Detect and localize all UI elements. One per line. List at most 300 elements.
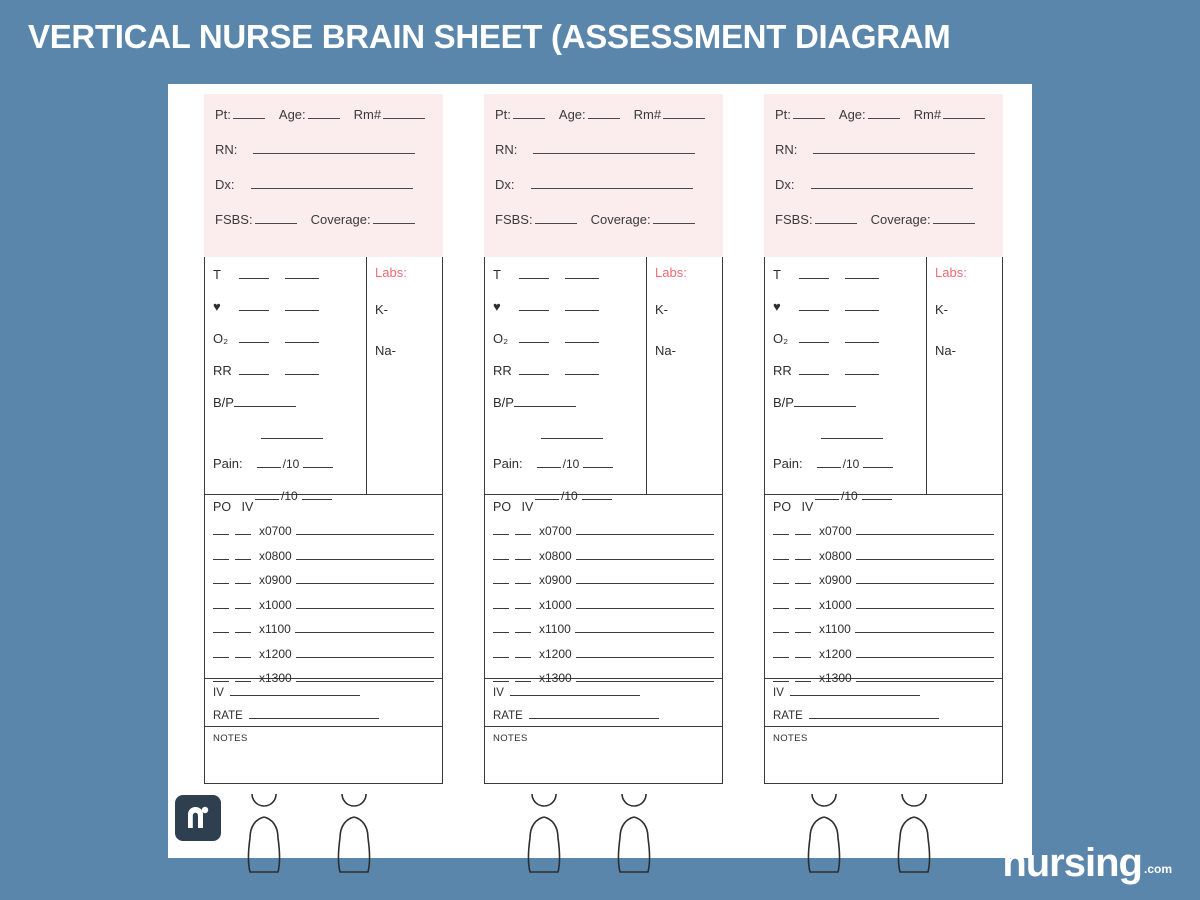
med-time-label: x0700 — [259, 524, 292, 538]
fsbs-input[interactable] — [535, 212, 577, 224]
fsbs-row — [495, 212, 712, 227]
lab-item-na[interactable]: Na- — [935, 343, 956, 358]
po-check[interactable] — [773, 671, 789, 682]
iv-check[interactable] — [235, 647, 251, 658]
iv-check[interactable] — [515, 622, 531, 633]
pt-input[interactable] — [513, 107, 545, 119]
rn-row — [495, 142, 712, 157]
iv-label: IV — [521, 500, 534, 514]
med-time-label: x1200 — [259, 646, 292, 661]
brand-logo — [1002, 841, 1172, 885]
pt-label: Pt: — [495, 107, 511, 122]
iv-block — [204, 679, 443, 727]
rn-input[interactable] — [813, 142, 975, 154]
vital-label-o2: O₂ — [493, 331, 509, 346]
po-check[interactable] — [773, 549, 789, 560]
pain-input-c[interactable] — [255, 488, 279, 500]
vital-input-b[interactable] — [285, 299, 319, 311]
po-check[interactable] — [493, 549, 509, 560]
lab-item-na[interactable]: Na- — [375, 343, 396, 358]
labs-panel — [926, 257, 1002, 494]
coverage-input[interactable] — [653, 212, 695, 224]
rate-input[interactable] — [249, 708, 379, 719]
pain-input-c[interactable] — [535, 488, 559, 500]
pain-input-a[interactable] — [817, 456, 841, 468]
labs-title: Labs: — [375, 265, 407, 280]
body-diagram-figures — [484, 794, 723, 874]
fsbs-input[interactable] — [255, 212, 297, 224]
pain-input-d[interactable] — [302, 488, 332, 500]
pain-row-1 — [213, 456, 358, 471]
lab-item-k[interactable]: K- — [655, 302, 668, 317]
iv-check[interactable] — [235, 549, 251, 560]
po-check[interactable] — [493, 598, 509, 609]
med-row — [773, 549, 994, 563]
po-check[interactable] — [493, 647, 509, 658]
vitals-fields — [765, 257, 926, 503]
vital-input-a[interactable] — [799, 363, 829, 375]
sheet-column — [484, 94, 723, 784]
notes-block[interactable] — [204, 727, 443, 784]
vital-input-a[interactable] — [239, 299, 269, 311]
vital-input-b[interactable] — [285, 363, 319, 375]
pain-input-b[interactable] — [583, 456, 613, 468]
pain-input-a[interactable] — [257, 456, 281, 468]
coverage-label: Coverage: — [590, 212, 651, 227]
iv-label: IV — [773, 687, 784, 699]
vital-row-temp — [493, 267, 638, 282]
brain-sheet-document — [168, 84, 1032, 858]
pain-label: Pain: — [773, 456, 803, 471]
rn-input[interactable] — [253, 142, 415, 154]
sheet-columns — [204, 94, 1004, 784]
vital-label-rr: RR — [773, 363, 792, 378]
med-name-input[interactable] — [296, 598, 434, 609]
body-diagram-figures — [204, 794, 443, 874]
fsbs-label: FSBS: — [775, 212, 813, 227]
vital-row-heart-rate — [773, 299, 918, 314]
page-title: VERTICAL NURSE BRAIN SHEET (ASSESSMENT DIAGRAM — [28, 18, 951, 55]
vital-input-a[interactable] — [239, 331, 269, 343]
pain-input-b[interactable] — [303, 456, 333, 468]
pain-scale-label: /10 — [281, 489, 298, 503]
vital-input-b[interactable] — [565, 363, 599, 375]
vital-input-b[interactable] — [285, 331, 319, 343]
med-name-input[interactable] — [856, 549, 994, 560]
pain-label: Pain: — [493, 456, 523, 471]
med-row — [773, 524, 994, 538]
vitals-block — [764, 257, 1003, 503]
med-time-label: x1300 — [259, 671, 292, 685]
med-name-input[interactable] — [296, 647, 434, 658]
iv-check[interactable] — [795, 671, 811, 682]
po-check[interactable] — [213, 573, 229, 584]
iv-check[interactable] — [515, 573, 531, 584]
heart-icon: ♥ — [773, 299, 781, 314]
iv-check[interactable] — [235, 598, 251, 609]
room-input[interactable] — [663, 107, 705, 119]
med-time-label: x0800 — [819, 548, 852, 563]
po-check[interactable] — [493, 622, 509, 633]
bp-label: B/P — [213, 395, 234, 410]
med-name-input[interactable] — [296, 524, 434, 535]
pt-label: Pt: — [775, 107, 791, 122]
iv-check[interactable] — [235, 573, 251, 584]
po-label: PO — [773, 500, 792, 514]
coverage-input[interactable] — [933, 212, 975, 224]
age-label: Age: — [838, 107, 866, 122]
po-check[interactable] — [493, 524, 509, 535]
med-time-label: x0700 — [819, 524, 852, 538]
room-input[interactable] — [943, 107, 985, 119]
iv-block — [764, 679, 1003, 727]
fsbs-row — [215, 212, 432, 227]
bp-input-a[interactable] — [794, 395, 856, 407]
dx-input[interactable] — [531, 177, 693, 189]
fsbs-label: FSBS: — [215, 212, 253, 227]
bp-input-a[interactable] — [514, 395, 576, 407]
po-check[interactable] — [213, 598, 229, 609]
lab-item-k[interactable]: K- — [375, 302, 388, 317]
med-row — [493, 573, 714, 587]
med-name-input[interactable] — [576, 524, 714, 535]
vital-row-bp-second — [493, 427, 638, 439]
med-row — [213, 549, 434, 563]
med-row — [493, 598, 714, 612]
med-name-input[interactable] — [296, 549, 434, 560]
med-name-input[interactable] — [576, 549, 714, 560]
vital-label-o2: O₂ — [773, 331, 789, 346]
po-check[interactable] — [213, 647, 229, 658]
vital-row-bp — [773, 395, 918, 410]
vital-label-o2: O₂ — [213, 331, 229, 346]
iv-check[interactable] — [795, 524, 811, 535]
po-check[interactable] — [773, 524, 789, 535]
body-outline-icon — [764, 794, 1003, 874]
med-name-input[interactable] — [856, 598, 994, 609]
iv-fluid-row — [773, 685, 994, 699]
vital-input-b[interactable] — [845, 299, 879, 311]
dx-row — [495, 177, 712, 192]
med-name-input[interactable] — [576, 573, 714, 584]
med-name-input[interactable] — [856, 573, 994, 584]
vitals-block — [204, 257, 443, 503]
pain-scale-label: /10 — [282, 457, 300, 471]
body-outline-icon — [484, 794, 723, 874]
med-time-label: x1300 — [819, 671, 852, 685]
vital-row-temp — [773, 267, 918, 282]
po-label: PO — [493, 500, 512, 514]
vital-input-a[interactable] — [239, 363, 269, 375]
med-name-input[interactable] — [856, 671, 994, 682]
vital-label-temp: T — [493, 267, 501, 282]
vital-row-o2 — [773, 331, 918, 346]
age-input[interactable] — [868, 107, 900, 119]
medication-block — [204, 495, 443, 685]
dx-label: Dx: — [215, 177, 235, 192]
dx-input[interactable] — [811, 177, 973, 189]
iv-check[interactable] — [795, 549, 811, 560]
heart-icon: ♥ — [213, 299, 221, 314]
pain-scale-label: /10 — [561, 489, 578, 503]
notes-label: NOTES — [213, 733, 248, 744]
po-check[interactable] — [493, 573, 509, 584]
rn-row — [775, 142, 992, 157]
vital-label-temp: T — [213, 267, 221, 282]
brand-suffix: .com — [1143, 862, 1172, 876]
med-row — [773, 647, 994, 661]
med-time-label: x1000 — [259, 597, 292, 612]
notes-block[interactable] — [764, 727, 1003, 784]
med-name-input[interactable] — [856, 647, 994, 658]
patient-header-block — [764, 94, 1003, 257]
labs-title: Labs: — [655, 265, 687, 280]
iv-check[interactable] — [515, 549, 531, 560]
labs-title: Labs: — [935, 265, 967, 280]
vital-row-o2 — [493, 331, 638, 346]
po-check[interactable] — [773, 573, 789, 584]
dx-row — [215, 177, 432, 192]
med-row — [213, 573, 434, 587]
med-row — [493, 524, 714, 538]
vitals-block — [484, 257, 723, 503]
vital-input-a[interactable] — [799, 331, 829, 343]
pain-scale-label: /10 — [842, 457, 860, 471]
med-row — [773, 598, 994, 612]
rate-label: RATE — [773, 710, 803, 722]
pain-row-2 — [213, 488, 358, 503]
rate-input[interactable] — [529, 708, 659, 719]
age-input[interactable] — [588, 107, 620, 119]
iv-rate-row — [773, 708, 994, 722]
vital-input-a[interactable] — [519, 299, 549, 311]
pain-input-d[interactable] — [582, 488, 612, 500]
notes-block[interactable] — [484, 727, 723, 784]
vital-row-temp — [213, 267, 358, 282]
vitals-fields — [485, 257, 646, 503]
rate-label: RATE — [493, 710, 523, 722]
med-time-label: x1100 — [819, 622, 851, 636]
vital-row-rr — [773, 363, 918, 378]
body-diagram-figures — [764, 794, 1003, 874]
med-time-label: x1100 — [539, 622, 571, 636]
coverage-label: Coverage: — [870, 212, 931, 227]
age-label: Age: — [278, 107, 306, 122]
vital-row-o2 — [213, 331, 358, 346]
lab-item-k[interactable]: K- — [935, 302, 948, 317]
med-name-input[interactable] — [576, 598, 714, 609]
bp-label: B/P — [493, 395, 514, 410]
body-outline-icon — [204, 794, 443, 874]
med-name-input[interactable] — [296, 671, 434, 682]
med-row — [213, 647, 434, 661]
iv-check[interactable] — [235, 622, 251, 633]
pain-input-a[interactable] — [537, 456, 561, 468]
medication-block — [764, 495, 1003, 685]
med-name-input[interactable] — [576, 647, 714, 658]
rate-input[interactable] — [809, 708, 939, 719]
bp-input-b[interactable] — [541, 427, 603, 439]
coverage-input[interactable] — [373, 212, 415, 224]
iv-check[interactable] — [515, 524, 531, 535]
bp-input-b[interactable] — [261, 427, 323, 439]
medication-block — [484, 495, 723, 685]
med-time-label: x0900 — [259, 573, 292, 587]
po-check[interactable] — [773, 598, 789, 609]
notes-label: NOTES — [493, 733, 528, 744]
po-check[interactable] — [213, 524, 229, 535]
room-label: Rm# — [633, 107, 662, 122]
vital-input-a[interactable] — [799, 299, 829, 311]
iv-label: IV — [493, 687, 504, 699]
iv-check[interactable] — [795, 622, 811, 633]
pain-row-2 — [773, 488, 918, 503]
lab-item-na[interactable]: Na- — [655, 343, 676, 358]
iv-rate-row — [493, 708, 714, 722]
med-name-input[interactable] — [576, 671, 714, 682]
po-label: PO — [213, 500, 232, 514]
iv-check[interactable] — [795, 647, 811, 658]
pain-row-1 — [493, 456, 638, 471]
vital-row-rr — [213, 363, 358, 378]
vital-label-temp: T — [773, 267, 781, 282]
iv-rate-row — [213, 708, 434, 722]
vital-input-a[interactable] — [519, 363, 549, 375]
notes-label: NOTES — [773, 733, 808, 744]
iv-label: IV — [801, 500, 814, 514]
iv-fluid-row — [493, 685, 714, 699]
bp-input-a[interactable] — [234, 395, 296, 407]
vital-input-b[interactable] — [285, 267, 319, 279]
labs-panel — [646, 257, 722, 494]
med-time-label: x0800 — [539, 548, 572, 563]
med-name-input[interactable] — [295, 622, 434, 633]
vital-input-b[interactable] — [845, 267, 879, 279]
med-time-label: x1300 — [539, 671, 572, 685]
patient-identity-row — [495, 107, 712, 122]
iv-input[interactable] — [790, 685, 920, 696]
med-time-label: x0800 — [259, 548, 292, 563]
brand-name: nursing — [1002, 841, 1142, 885]
po-check[interactable] — [773, 647, 789, 658]
nursing-n-icon — [175, 795, 221, 841]
vital-input-a[interactable] — [519, 267, 549, 279]
po-check[interactable] — [773, 622, 789, 633]
po-check[interactable] — [213, 671, 229, 682]
med-time-label: x1000 — [819, 597, 852, 612]
coverage-label: Coverage: — [310, 212, 371, 227]
med-row — [773, 622, 994, 636]
bp-label: B/P — [773, 395, 794, 410]
med-row — [493, 549, 714, 563]
pt-input[interactable] — [793, 107, 825, 119]
pain-label: Pain: — [213, 456, 243, 471]
med-name-input[interactable] — [575, 622, 714, 633]
med-row — [213, 598, 434, 612]
vital-input-a[interactable] — [799, 267, 829, 279]
pt-label: Pt: — [215, 107, 231, 122]
dx-row — [775, 177, 992, 192]
vital-row-bp-second — [213, 427, 358, 439]
bp-input-b[interactable] — [821, 427, 883, 439]
iv-input[interactable] — [230, 685, 360, 696]
patient-header-block — [204, 94, 443, 257]
med-name-input[interactable] — [296, 573, 434, 584]
rn-input[interactable] — [533, 142, 695, 154]
iv-check[interactable] — [795, 573, 811, 584]
vital-input-a[interactable] — [519, 331, 549, 343]
nursing-mark-logo — [175, 795, 221, 841]
vital-row-bp — [213, 395, 358, 410]
pt-input[interactable] — [233, 107, 265, 119]
room-label: Rm# — [913, 107, 942, 122]
patient-identity-row — [775, 107, 992, 122]
med-time-label: x0700 — [539, 524, 572, 538]
med-name-input[interactable] — [856, 524, 994, 535]
pain-input-c[interactable] — [815, 488, 839, 500]
med-name-input[interactable] — [855, 622, 994, 633]
patient-header-block — [484, 94, 723, 257]
fsbs-label: FSBS: — [495, 212, 533, 227]
pain-row-1 — [773, 456, 918, 471]
iv-check[interactable] — [235, 524, 251, 535]
dx-label: Dx: — [775, 177, 795, 192]
sheet-column — [204, 94, 443, 784]
med-time-label: x1000 — [539, 597, 572, 612]
iv-check[interactable] — [515, 671, 531, 682]
pain-row-2 — [493, 488, 638, 503]
fsbs-row — [775, 212, 992, 227]
iv-check[interactable] — [235, 671, 251, 682]
patient-identity-row — [215, 107, 432, 122]
pain-scale-label: /10 — [841, 489, 858, 503]
vital-input-b[interactable] — [565, 299, 599, 311]
dx-input[interactable] — [251, 177, 413, 189]
vital-input-b[interactable] — [845, 363, 879, 375]
age-input[interactable] — [308, 107, 340, 119]
rate-label: RATE — [213, 710, 243, 722]
vital-input-a[interactable] — [239, 267, 269, 279]
iv-input[interactable] — [510, 685, 640, 696]
po-check[interactable] — [213, 622, 229, 633]
pain-input-b[interactable] — [863, 456, 893, 468]
iv-check[interactable] — [795, 598, 811, 609]
po-check[interactable] — [213, 549, 229, 560]
po-check[interactable] — [493, 671, 509, 682]
iv-label: IV — [241, 500, 254, 514]
pain-input-d[interactable] — [862, 488, 892, 500]
vitals-fields — [205, 257, 366, 503]
pain-scale-label: /10 — [562, 457, 580, 471]
med-time-label: x0900 — [819, 573, 852, 587]
med-row — [493, 622, 714, 636]
room-label: Rm# — [353, 107, 382, 122]
iv-check[interactable] — [515, 647, 531, 658]
vital-input-b[interactable] — [565, 331, 599, 343]
iv-fluid-row — [213, 685, 434, 699]
iv-check[interactable] — [515, 598, 531, 609]
room-input[interactable] — [383, 107, 425, 119]
age-label: Age: — [558, 107, 586, 122]
rn-label: RN: — [495, 142, 518, 157]
vital-input-b[interactable] — [845, 331, 879, 343]
labs-panel — [366, 257, 442, 494]
vital-row-bp — [493, 395, 638, 410]
iv-block — [484, 679, 723, 727]
med-row — [213, 622, 434, 636]
fsbs-input[interactable] — [815, 212, 857, 224]
vital-input-b[interactable] — [565, 267, 599, 279]
